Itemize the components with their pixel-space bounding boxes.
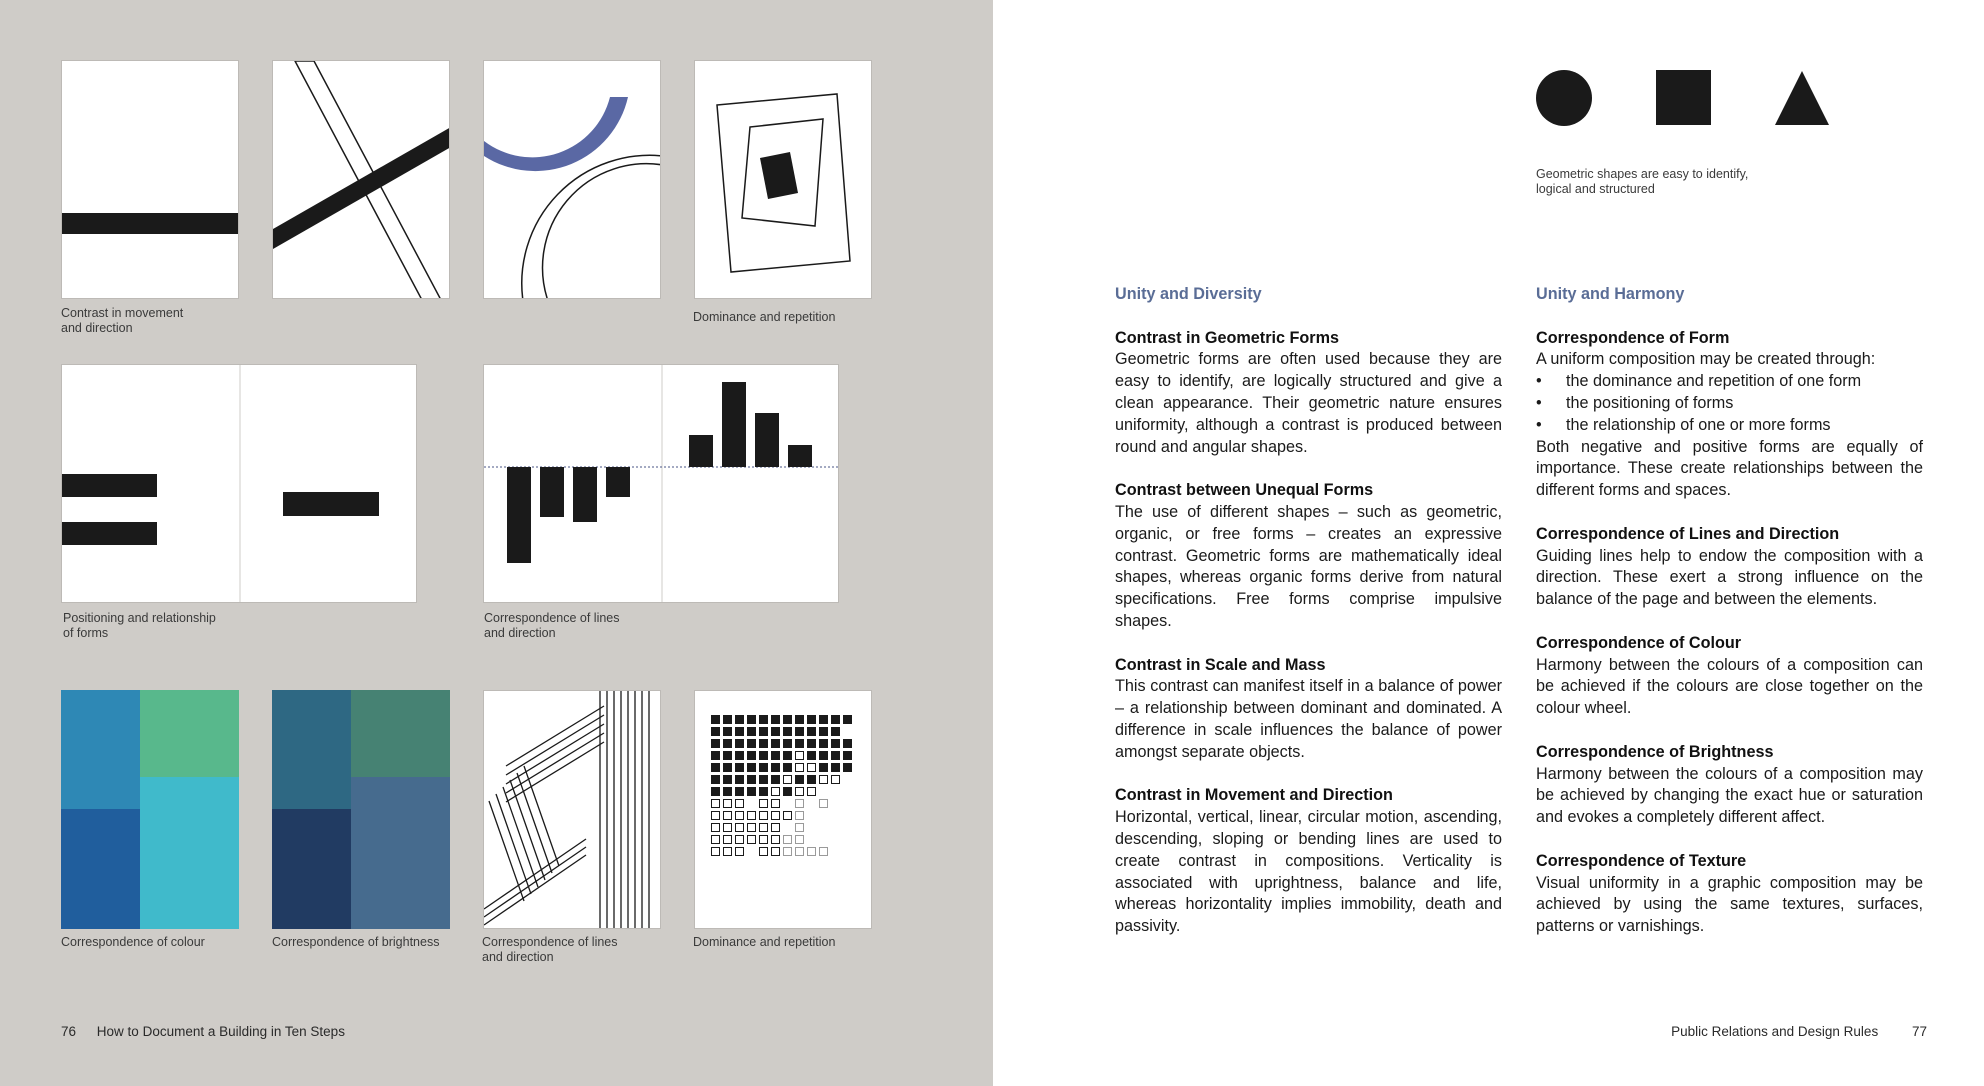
list-item: • the dominance and repetition of one form: [1536, 371, 1923, 393]
page-number-right: 77: [1911, 1024, 1927, 1039]
folio-left: [61, 1024, 345, 1039]
nested-squares-graphic: [695, 61, 872, 299]
arcs-graphic: [484, 61, 661, 299]
caption-geometric-shapes: Geometric shapes are easy to identify, logical and structured: [1536, 167, 1749, 196]
line-grid-graphic: [484, 691, 661, 929]
square-shape: [1656, 70, 1711, 125]
figure-contrast-movement: [61, 60, 239, 299]
section-title: Contrast in Movement and Direction: [1115, 786, 1393, 805]
section-colour: [1536, 633, 1923, 720]
section-brightness: [1536, 742, 1923, 829]
section-body: This contrast can manifest itself in a balance of power – a relationship between dominant and dominated. A difference in scale influences the balance of power amongst separate objects.: [1115, 677, 1502, 761]
folio-right: [1671, 1024, 1927, 1039]
figure-positioning-forms: [61, 364, 417, 603]
figure-colour-blocks: [61, 690, 239, 929]
geometric-shapes-graphic: [1536, 70, 1836, 130]
caption-lines-direction-1: Correspondence of lines and direction: [484, 611, 620, 640]
section-scale-mass: [1115, 655, 1502, 764]
section-title: Correspondence of Form: [1536, 328, 1730, 347]
section-lines-direction: [1536, 524, 1923, 611]
section-title: Contrast between Unequal Forms: [1115, 481, 1374, 500]
caption-correspondence-colour: Correspondence of colour: [61, 935, 205, 949]
section-body: Guiding lines help to endow the composition with a direction. These exert a strong influence on the balance of the page and between the elements.: [1536, 546, 1923, 609]
form-bullet-list: [1536, 371, 1923, 436]
positioning-bars-graphic: [62, 365, 417, 603]
colour-blocks-graphic: [61, 690, 239, 929]
section-correspondence-form: [1536, 328, 1923, 502]
section-title: Correspondence of Colour: [1536, 633, 1742, 652]
heading-unity-harmony: Unity and Harmony: [1536, 285, 1685, 303]
section-body: Both negative and positive forms are equally of importance. These create relationships between the different forms and spaces.: [1536, 437, 1923, 500]
section-body: The use of different shapes – such as geometric, organic, or free forms – creates an expressive contrast. Geometric forms are mathematically ideal shapes, whereas organic forms derive from natural specifications. Free forms comprise impulsive shapes.: [1115, 502, 1502, 630]
figure-square-grid: [694, 690, 872, 929]
section-geometric-forms: [1115, 328, 1502, 459]
caption-contrast-movement: Contrast in movement and direction: [61, 306, 184, 335]
section-title: Contrast in Scale and Mass: [1115, 655, 1326, 674]
section-body: Harmony between the colours of a composition can be achieved if the colours are close together on the colour wheel.: [1536, 655, 1923, 718]
list-item: • the positioning of forms: [1536, 393, 1923, 415]
figure-line-grid: [483, 690, 661, 929]
section-movement-direction: [1115, 785, 1502, 938]
section-title: Contrast in Geometric Forms: [1115, 328, 1339, 347]
bar-columns-graphic: [484, 365, 839, 603]
section-title: Correspondence of Lines and Direction: [1536, 524, 1840, 543]
column-unity-harmony: [1536, 284, 1923, 960]
brightness-blocks-graphic: [272, 690, 450, 929]
figure-brightness-blocks: [272, 690, 450, 929]
section-body: Horizontal, vertical, linear, circular motion, ascending, descending, sloping or bending lines are used to create contrast in compositions. Verticality is associated with uprightness, balance and life, whereas horizontality implies immobility, death and passivity.: [1115, 808, 1502, 936]
crossed-bars-graphic: [273, 61, 450, 299]
section-body: Geometric forms are often used because they are easy to identify, are logically structured and give a clean appearance. Their geometric nature ensures uniformity, although a contrast is produced between round and angular shapes.: [1115, 350, 1502, 456]
section-intro: A uniform composition may be created through:: [1536, 350, 1876, 369]
section-title: Correspondence of Brightness: [1536, 742, 1774, 761]
caption-dominance-repetition-1: Dominance and repetition: [693, 310, 836, 324]
caption-dominance-repetition-2: Dominance and repetition: [693, 935, 836, 949]
figure-crossed-bars: [272, 60, 450, 299]
figure-arcs: [483, 60, 661, 299]
section-body: Harmony between the colours of a composition may be achieved by changing the exact hue or saturation and evokes a completely different affect.: [1536, 764, 1923, 827]
section-title: Correspondence of Texture: [1536, 851, 1747, 870]
figure-nested-squares: [694, 60, 872, 299]
caption-lines-direction-2: Correspondence of lines and direction: [482, 935, 618, 964]
figure-bar-columns: [483, 364, 839, 603]
square-grid-graphic: [695, 691, 872, 929]
section-unequal-forms: [1115, 480, 1502, 633]
heading-unity-diversity: Unity and Diversity: [1115, 285, 1262, 303]
list-item: • the relationship of one or more forms: [1536, 415, 1923, 437]
running-title-right: Public Relations and Design Rules: [1671, 1024, 1879, 1039]
horizontal-bar-graphic: [62, 61, 239, 299]
column-unity-diversity: [1115, 284, 1502, 960]
caption-positioning-forms: Positioning and relationship of forms: [63, 611, 216, 640]
page-number-left: 76: [61, 1024, 77, 1039]
caption-correspondence-brightness: Correspondence of brightness: [272, 935, 440, 949]
section-texture: [1536, 851, 1923, 938]
section-body: Visual uniformity in a graphic composition may be achieved by using the same textures, surfaces, patterns or varnishings.: [1536, 873, 1923, 936]
triangle-shape: [1775, 71, 1829, 125]
circle-shape: [1536, 70, 1592, 126]
running-title-left: How to Document a Building in Ten Steps: [96, 1024, 345, 1039]
